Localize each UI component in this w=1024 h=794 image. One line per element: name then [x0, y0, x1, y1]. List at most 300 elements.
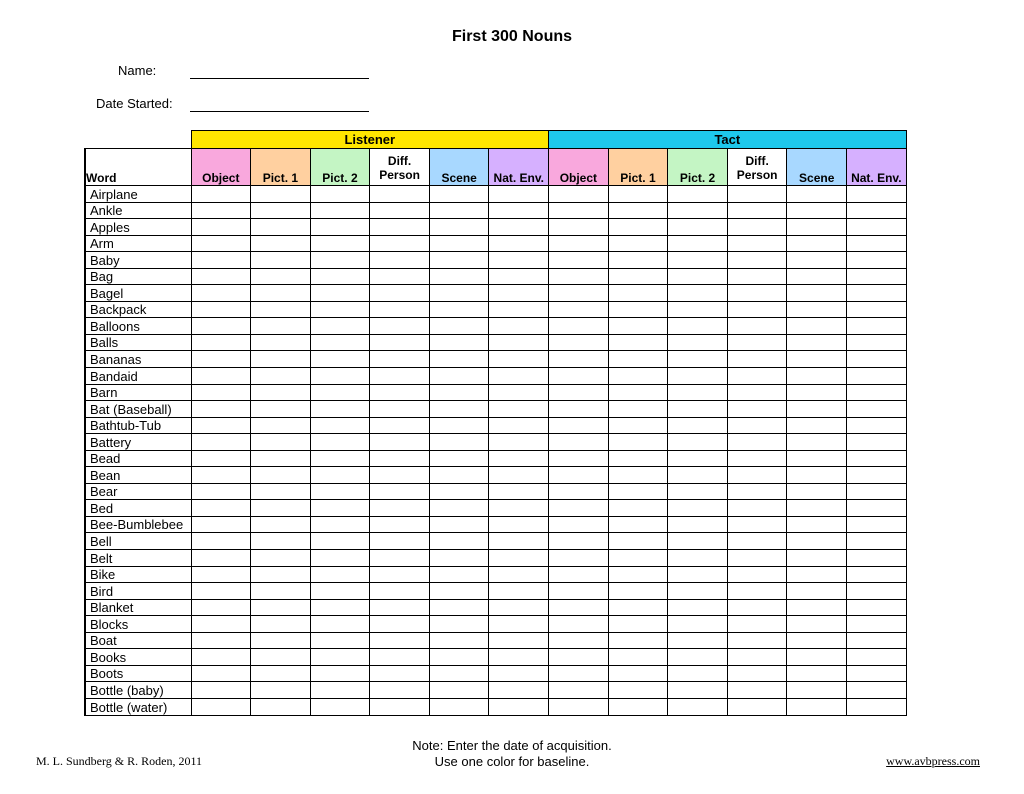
- entry-cell[interactable]: [727, 334, 787, 351]
- entry-cell[interactable]: [489, 401, 549, 418]
- entry-cell[interactable]: [191, 649, 251, 666]
- entry-cell[interactable]: [310, 368, 370, 385]
- entry-cell[interactable]: [489, 450, 549, 467]
- entry-cell[interactable]: [668, 368, 728, 385]
- entry-cell[interactable]: [489, 285, 549, 302]
- entry-cell[interactable]: [191, 235, 251, 252]
- entry-cell[interactable]: [310, 450, 370, 467]
- entry-cell[interactable]: [310, 599, 370, 616]
- entry-cell[interactable]: [847, 698, 907, 715]
- entry-cell[interactable]: [668, 616, 728, 633]
- entry-cell[interactable]: [251, 334, 311, 351]
- entry-cell[interactable]: [727, 632, 787, 649]
- entry-cell[interactable]: [608, 698, 668, 715]
- entry-cell[interactable]: [727, 186, 787, 203]
- entry-cell[interactable]: [429, 252, 489, 269]
- entry-cell[interactable]: [310, 401, 370, 418]
- entry-cell[interactable]: [251, 285, 311, 302]
- entry-cell[interactable]: [787, 301, 847, 318]
- entry-cell[interactable]: [787, 268, 847, 285]
- entry-cell[interactable]: [787, 483, 847, 500]
- entry-cell[interactable]: [847, 351, 907, 368]
- entry-cell[interactable]: [191, 368, 251, 385]
- entry-cell[interactable]: [608, 219, 668, 236]
- entry-cell[interactable]: [608, 285, 668, 302]
- entry-cell[interactable]: [370, 467, 430, 484]
- entry-cell[interactable]: [787, 599, 847, 616]
- entry-cell[interactable]: [549, 450, 609, 467]
- entry-cell[interactable]: [489, 665, 549, 682]
- entry-cell[interactable]: [549, 550, 609, 567]
- entry-cell[interactable]: [727, 698, 787, 715]
- entry-cell[interactable]: [549, 616, 609, 633]
- entry-cell[interactable]: [310, 219, 370, 236]
- entry-cell[interactable]: [191, 285, 251, 302]
- entry-cell[interactable]: [489, 252, 549, 269]
- entry-cell[interactable]: [549, 202, 609, 219]
- entry-cell[interactable]: [370, 384, 430, 401]
- entry-cell[interactable]: [668, 235, 728, 252]
- entry-cell[interactable]: [847, 632, 907, 649]
- entry-cell[interactable]: [429, 632, 489, 649]
- entry-cell[interactable]: [727, 252, 787, 269]
- entry-cell[interactable]: [370, 252, 430, 269]
- entry-cell[interactable]: [489, 649, 549, 666]
- entry-cell[interactable]: [251, 566, 311, 583]
- entry-cell[interactable]: [251, 516, 311, 533]
- entry-cell[interactable]: [489, 235, 549, 252]
- entry-cell[interactable]: [727, 351, 787, 368]
- entry-cell[interactable]: [429, 665, 489, 682]
- entry-cell[interactable]: [251, 384, 311, 401]
- entry-cell[interactable]: [668, 599, 728, 616]
- entry-cell[interactable]: [310, 285, 370, 302]
- entry-cell[interactable]: [847, 186, 907, 203]
- entry-cell[interactable]: [251, 450, 311, 467]
- entry-cell[interactable]: [429, 301, 489, 318]
- entry-cell[interactable]: [310, 566, 370, 583]
- entry-cell[interactable]: [489, 632, 549, 649]
- entry-cell[interactable]: [310, 268, 370, 285]
- entry-cell[interactable]: [429, 202, 489, 219]
- entry-cell[interactable]: [191, 483, 251, 500]
- entry-cell[interactable]: [727, 384, 787, 401]
- entry-cell[interactable]: [847, 417, 907, 434]
- entry-cell[interactable]: [847, 516, 907, 533]
- entry-cell[interactable]: [251, 252, 311, 269]
- entry-cell[interactable]: [370, 649, 430, 666]
- entry-cell[interactable]: [549, 649, 609, 666]
- entry-cell[interactable]: [191, 401, 251, 418]
- entry-cell[interactable]: [489, 533, 549, 550]
- entry-cell[interactable]: [429, 384, 489, 401]
- entry-cell[interactable]: [191, 384, 251, 401]
- entry-cell[interactable]: [608, 401, 668, 418]
- entry-cell[interactable]: [847, 252, 907, 269]
- entry-cell[interactable]: [787, 186, 847, 203]
- entry-cell[interactable]: [489, 599, 549, 616]
- entry-cell[interactable]: [489, 268, 549, 285]
- entry-cell[interactable]: [310, 334, 370, 351]
- entry-cell[interactable]: [668, 533, 728, 550]
- entry-cell[interactable]: [429, 583, 489, 600]
- entry-cell[interactable]: [191, 202, 251, 219]
- entry-cell[interactable]: [549, 583, 609, 600]
- entry-cell[interactable]: [370, 682, 430, 699]
- entry-cell[interactable]: [489, 483, 549, 500]
- entry-cell[interactable]: [668, 318, 728, 335]
- entry-cell[interactable]: [370, 533, 430, 550]
- footer-link[interactable]: www.avbpress.com: [886, 754, 980, 768]
- entry-cell[interactable]: [549, 682, 609, 699]
- name-field[interactable]: [190, 65, 369, 79]
- entry-cell[interactable]: [847, 318, 907, 335]
- entry-cell[interactable]: [727, 500, 787, 517]
- entry-cell[interactable]: [847, 285, 907, 302]
- entry-cell[interactable]: [668, 219, 728, 236]
- entry-cell[interactable]: [429, 649, 489, 666]
- entry-cell[interactable]: [668, 583, 728, 600]
- entry-cell[interactable]: [847, 483, 907, 500]
- entry-cell[interactable]: [251, 483, 311, 500]
- entry-cell[interactable]: [727, 599, 787, 616]
- entry-cell[interactable]: [429, 268, 489, 285]
- entry-cell[interactable]: [847, 450, 907, 467]
- entry-cell[interactable]: [310, 616, 370, 633]
- entry-cell[interactable]: [727, 285, 787, 302]
- entry-cell[interactable]: [787, 434, 847, 451]
- entry-cell[interactable]: [549, 285, 609, 302]
- entry-cell[interactable]: [191, 516, 251, 533]
- entry-cell[interactable]: [549, 186, 609, 203]
- entry-cell[interactable]: [191, 334, 251, 351]
- entry-cell[interactable]: [489, 384, 549, 401]
- entry-cell[interactable]: [251, 368, 311, 385]
- entry-cell[interactable]: [668, 698, 728, 715]
- entry-cell[interactable]: [847, 202, 907, 219]
- entry-cell[interactable]: [608, 202, 668, 219]
- entry-cell[interactable]: [847, 434, 907, 451]
- entry-cell[interactable]: [429, 285, 489, 302]
- entry-cell[interactable]: [549, 252, 609, 269]
- entry-cell[interactable]: [847, 533, 907, 550]
- entry-cell[interactable]: [191, 351, 251, 368]
- entry-cell[interactable]: [727, 665, 787, 682]
- entry-cell[interactable]: [549, 533, 609, 550]
- entry-cell[interactable]: [787, 632, 847, 649]
- entry-cell[interactable]: [251, 268, 311, 285]
- entry-cell[interactable]: [727, 649, 787, 666]
- entry-cell[interactable]: [787, 566, 847, 583]
- entry-cell[interactable]: [549, 268, 609, 285]
- entry-cell[interactable]: [429, 500, 489, 517]
- entry-cell[interactable]: [668, 351, 728, 368]
- entry-cell[interactable]: [727, 550, 787, 567]
- entry-cell[interactable]: [668, 186, 728, 203]
- entry-cell[interactable]: [847, 334, 907, 351]
- entry-cell[interactable]: [489, 434, 549, 451]
- entry-cell[interactable]: [847, 301, 907, 318]
- entry-cell[interactable]: [370, 334, 430, 351]
- entry-cell[interactable]: [668, 467, 728, 484]
- entry-cell[interactable]: [668, 500, 728, 517]
- entry-cell[interactable]: [489, 417, 549, 434]
- entry-cell[interactable]: [787, 351, 847, 368]
- entry-cell[interactable]: [668, 334, 728, 351]
- entry-cell[interactable]: [429, 550, 489, 567]
- entry-cell[interactable]: [191, 450, 251, 467]
- entry-cell[interactable]: [251, 698, 311, 715]
- entry-cell[interactable]: [310, 516, 370, 533]
- entry-cell[interactable]: [489, 334, 549, 351]
- entry-cell[interactable]: [608, 500, 668, 517]
- entry-cell[interactable]: [191, 434, 251, 451]
- entry-cell[interactable]: [727, 301, 787, 318]
- entry-cell[interactable]: [370, 665, 430, 682]
- entry-cell[interactable]: [429, 334, 489, 351]
- entry-cell[interactable]: [668, 483, 728, 500]
- entry-cell[interactable]: [549, 483, 609, 500]
- entry-cell[interactable]: [668, 268, 728, 285]
- entry-cell[interactable]: [191, 682, 251, 699]
- entry-cell[interactable]: [310, 583, 370, 600]
- entry-cell[interactable]: [489, 186, 549, 203]
- entry-cell[interactable]: [251, 417, 311, 434]
- entry-cell[interactable]: [310, 351, 370, 368]
- entry-cell[interactable]: [847, 566, 907, 583]
- entry-cell[interactable]: [787, 252, 847, 269]
- entry-cell[interactable]: [847, 235, 907, 252]
- entry-cell[interactable]: [668, 682, 728, 699]
- entry-cell[interactable]: [549, 368, 609, 385]
- entry-cell[interactable]: [489, 301, 549, 318]
- entry-cell[interactable]: [489, 351, 549, 368]
- entry-cell[interactable]: [608, 334, 668, 351]
- entry-cell[interactable]: [727, 368, 787, 385]
- entry-cell[interactable]: [370, 318, 430, 335]
- entry-cell[interactable]: [727, 533, 787, 550]
- entry-cell[interactable]: [370, 698, 430, 715]
- entry-cell[interactable]: [787, 649, 847, 666]
- entry-cell[interactable]: [370, 516, 430, 533]
- date-started-field[interactable]: [190, 98, 369, 112]
- entry-cell[interactable]: [608, 368, 668, 385]
- entry-cell[interactable]: [429, 616, 489, 633]
- entry-cell[interactable]: [847, 583, 907, 600]
- entry-cell[interactable]: [191, 599, 251, 616]
- entry-cell[interactable]: [489, 516, 549, 533]
- entry-cell[interactable]: [191, 583, 251, 600]
- entry-cell[interactable]: [429, 698, 489, 715]
- entry-cell[interactable]: [370, 285, 430, 302]
- entry-cell[interactable]: [668, 301, 728, 318]
- entry-cell[interactable]: [608, 417, 668, 434]
- entry-cell[interactable]: [429, 318, 489, 335]
- entry-cell[interactable]: [549, 599, 609, 616]
- entry-cell[interactable]: [191, 301, 251, 318]
- entry-cell[interactable]: [370, 235, 430, 252]
- entry-cell[interactable]: [489, 550, 549, 567]
- entry-cell[interactable]: [668, 285, 728, 302]
- entry-cell[interactable]: [489, 202, 549, 219]
- entry-cell[interactable]: [370, 583, 430, 600]
- entry-cell[interactable]: [429, 351, 489, 368]
- entry-cell[interactable]: [251, 632, 311, 649]
- entry-cell[interactable]: [549, 665, 609, 682]
- entry-cell[interactable]: [847, 384, 907, 401]
- entry-cell[interactable]: [727, 583, 787, 600]
- entry-cell[interactable]: [787, 698, 847, 715]
- entry-cell[interactable]: [608, 566, 668, 583]
- entry-cell[interactable]: [429, 467, 489, 484]
- entry-cell[interactable]: [251, 434, 311, 451]
- entry-cell[interactable]: [847, 268, 907, 285]
- entry-cell[interactable]: [310, 186, 370, 203]
- entry-cell[interactable]: [251, 318, 311, 335]
- entry-cell[interactable]: [370, 351, 430, 368]
- entry-cell[interactable]: [787, 202, 847, 219]
- entry-cell[interactable]: [191, 616, 251, 633]
- entry-cell[interactable]: [787, 550, 847, 567]
- entry-cell[interactable]: [370, 566, 430, 583]
- entry-cell[interactable]: [608, 351, 668, 368]
- entry-cell[interactable]: [489, 219, 549, 236]
- entry-cell[interactable]: [429, 483, 489, 500]
- entry-cell[interactable]: [489, 616, 549, 633]
- entry-cell[interactable]: [251, 467, 311, 484]
- entry-cell[interactable]: [549, 235, 609, 252]
- entry-cell[interactable]: [370, 434, 430, 451]
- entry-cell[interactable]: [787, 384, 847, 401]
- entry-cell[interactable]: [310, 417, 370, 434]
- entry-cell[interactable]: [787, 467, 847, 484]
- entry-cell[interactable]: [370, 599, 430, 616]
- entry-cell[interactable]: [608, 550, 668, 567]
- entry-cell[interactable]: [310, 252, 370, 269]
- entry-cell[interactable]: [549, 334, 609, 351]
- entry-cell[interactable]: [787, 401, 847, 418]
- entry-cell[interactable]: [310, 665, 370, 682]
- entry-cell[interactable]: [549, 318, 609, 335]
- entry-cell[interactable]: [549, 698, 609, 715]
- entry-cell[interactable]: [608, 186, 668, 203]
- entry-cell[interactable]: [787, 682, 847, 699]
- entry-cell[interactable]: [608, 599, 668, 616]
- entry-cell[interactable]: [847, 500, 907, 517]
- entry-cell[interactable]: [310, 235, 370, 252]
- entry-cell[interactable]: [787, 583, 847, 600]
- entry-cell[interactable]: [668, 566, 728, 583]
- entry-cell[interactable]: [251, 649, 311, 666]
- entry-cell[interactable]: [668, 550, 728, 567]
- entry-cell[interactable]: [847, 550, 907, 567]
- entry-cell[interactable]: [191, 533, 251, 550]
- entry-cell[interactable]: [191, 252, 251, 269]
- entry-cell[interactable]: [429, 516, 489, 533]
- entry-cell[interactable]: [727, 516, 787, 533]
- entry-cell[interactable]: [429, 368, 489, 385]
- entry-cell[interactable]: [489, 318, 549, 335]
- entry-cell[interactable]: [251, 235, 311, 252]
- entry-cell[interactable]: [727, 467, 787, 484]
- entry-cell[interactable]: [847, 368, 907, 385]
- entry-cell[interactable]: [310, 434, 370, 451]
- entry-cell[interactable]: [668, 649, 728, 666]
- entry-cell[interactable]: [549, 500, 609, 517]
- entry-cell[interactable]: [429, 599, 489, 616]
- entry-cell[interactable]: [251, 401, 311, 418]
- entry-cell[interactable]: [727, 401, 787, 418]
- entry-cell[interactable]: [549, 566, 609, 583]
- entry-cell[interactable]: [191, 500, 251, 517]
- entry-cell[interactable]: [370, 219, 430, 236]
- entry-cell[interactable]: [191, 632, 251, 649]
- entry-cell[interactable]: [608, 268, 668, 285]
- entry-cell[interactable]: [668, 516, 728, 533]
- entry-cell[interactable]: [310, 500, 370, 517]
- entry-cell[interactable]: [191, 186, 251, 203]
- entry-cell[interactable]: [310, 632, 370, 649]
- entry-cell[interactable]: [727, 219, 787, 236]
- entry-cell[interactable]: [549, 401, 609, 418]
- entry-cell[interactable]: [787, 334, 847, 351]
- entry-cell[interactable]: [847, 599, 907, 616]
- entry-cell[interactable]: [549, 632, 609, 649]
- entry-cell[interactable]: [489, 368, 549, 385]
- entry-cell[interactable]: [549, 219, 609, 236]
- entry-cell[interactable]: [549, 467, 609, 484]
- entry-cell[interactable]: [727, 566, 787, 583]
- entry-cell[interactable]: [429, 682, 489, 699]
- entry-cell[interactable]: [668, 632, 728, 649]
- entry-cell[interactable]: [191, 219, 251, 236]
- entry-cell[interactable]: [608, 616, 668, 633]
- entry-cell[interactable]: [608, 533, 668, 550]
- entry-cell[interactable]: [310, 550, 370, 567]
- entry-cell[interactable]: [787, 235, 847, 252]
- entry-cell[interactable]: [251, 665, 311, 682]
- entry-cell[interactable]: [787, 616, 847, 633]
- entry-cell[interactable]: [370, 616, 430, 633]
- entry-cell[interactable]: [310, 649, 370, 666]
- entry-cell[interactable]: [489, 682, 549, 699]
- entry-cell[interactable]: [370, 417, 430, 434]
- entry-cell[interactable]: [370, 632, 430, 649]
- entry-cell[interactable]: [668, 434, 728, 451]
- entry-cell[interactable]: [251, 351, 311, 368]
- entry-cell[interactable]: [727, 450, 787, 467]
- entry-cell[interactable]: [727, 616, 787, 633]
- entry-cell[interactable]: [727, 318, 787, 335]
- entry-cell[interactable]: [489, 698, 549, 715]
- entry-cell[interactable]: [429, 450, 489, 467]
- entry-cell[interactable]: [310, 384, 370, 401]
- entry-cell[interactable]: [608, 384, 668, 401]
- entry-cell[interactable]: [489, 500, 549, 517]
- entry-cell[interactable]: [549, 351, 609, 368]
- entry-cell[interactable]: [847, 401, 907, 418]
- entry-cell[interactable]: [787, 285, 847, 302]
- entry-cell[interactable]: [251, 533, 311, 550]
- entry-cell[interactable]: [370, 186, 430, 203]
- entry-cell[interactable]: [429, 533, 489, 550]
- entry-cell[interactable]: [727, 417, 787, 434]
- entry-cell[interactable]: [847, 665, 907, 682]
- entry-cell[interactable]: [727, 483, 787, 500]
- entry-cell[interactable]: [727, 268, 787, 285]
- entry-cell[interactable]: [787, 417, 847, 434]
- entry-cell[interactable]: [191, 417, 251, 434]
